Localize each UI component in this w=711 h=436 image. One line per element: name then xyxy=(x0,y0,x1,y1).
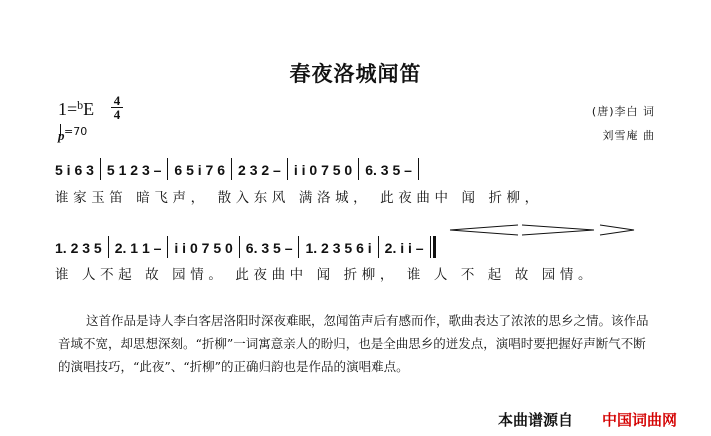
barline xyxy=(239,236,240,258)
score-row-1 xyxy=(55,158,425,180)
source-label: 本曲谱源自 xyxy=(498,411,574,429)
barline xyxy=(378,236,379,258)
measure: 6. 3 5 – xyxy=(365,162,412,178)
barline xyxy=(358,158,359,180)
barline xyxy=(100,158,101,180)
score-row-2 xyxy=(55,236,436,258)
measure: 1. 2 3 5 6 i xyxy=(305,240,372,256)
barline xyxy=(167,158,168,180)
lyric-line-1: 谁家玉笛 暗飞声， 散入东风 满洛城， 此夜曲中 闻 折柳， xyxy=(55,190,543,206)
measure: 5 1 2 3 – xyxy=(106,162,162,178)
source-site-link[interactable]: 中国词曲网 xyxy=(602,411,678,429)
measure: 2 3 2 – xyxy=(238,162,281,178)
measure: 1. 2 3 5 xyxy=(55,240,102,256)
measure: 6 5 i 7 6 xyxy=(174,162,226,178)
tempo-marking: =70 xyxy=(64,125,88,138)
dynamic-marking: p xyxy=(58,128,65,143)
barline xyxy=(231,158,232,180)
barline xyxy=(418,158,419,180)
lyricist-credit: (唐)李白 词 xyxy=(591,105,655,118)
measure: 2. 1 1 – xyxy=(114,240,162,256)
measure: 2. i i – xyxy=(384,240,424,256)
measure: 5 i 6 3 xyxy=(55,162,94,178)
composer-credit: 刘雪庵 曲 xyxy=(602,129,655,142)
song-title: 春夜洛城闻笛 xyxy=(289,62,422,86)
crescendo-hairpin-icon xyxy=(448,224,598,236)
barline xyxy=(298,236,299,258)
measure: i i 0 7 5 0 xyxy=(293,162,353,178)
measure: i i 0 7 5 0 xyxy=(174,240,233,256)
decrescendo-hairpin-icon xyxy=(598,224,638,236)
description-paragraph: 这首作品是诗人李白客居洛阳时深夜难眠，忽闻笛声后有感而作，歌曲表达了浓浓的思乡之情。该作品音域不宽，却思想深刻。“折柳”一词寓意亲人的盼归，也是全曲思乡的迸发点，演唱时要把握好声断气不断的演唱技巧，“此夜”、“折柳”的正确归韵也是作品的演唱难点。 xyxy=(58,313,649,374)
barline xyxy=(167,236,168,258)
lyric-line-2: 谁 人不起 故 园情。 此夜曲中 闻 折柳， 谁 人 不 起 故 园情。 xyxy=(55,267,597,283)
barline xyxy=(287,158,288,180)
time-signature: 4 4 xyxy=(111,94,123,121)
final-barline xyxy=(430,236,436,258)
key-signature: 1=$^b$E xyxy=(58,98,95,119)
barline xyxy=(108,236,109,258)
measure: 6. 3 5 – xyxy=(245,240,293,256)
